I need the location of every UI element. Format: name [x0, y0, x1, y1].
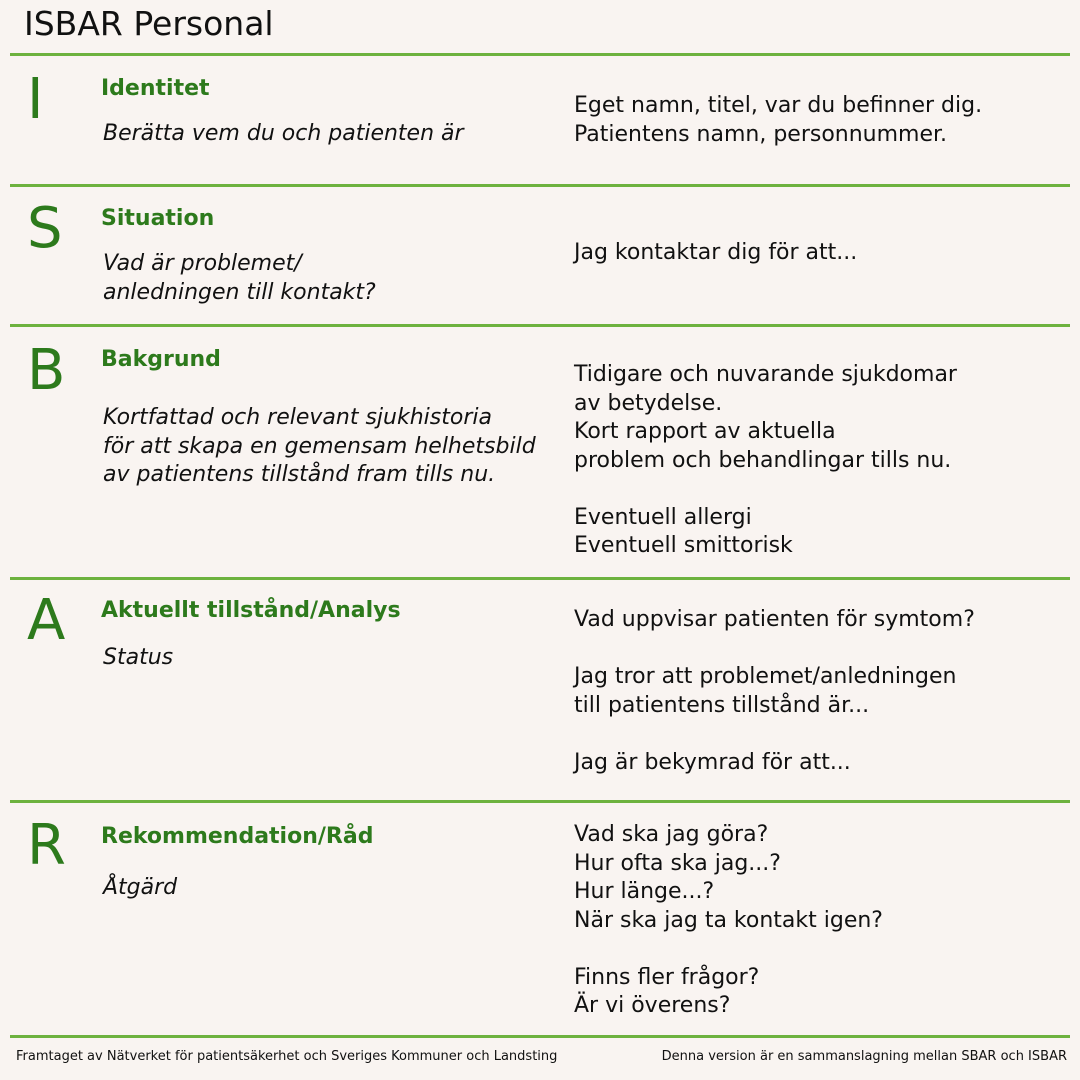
footer-version-note: Denna version är en sammanslagning mellan SBAR och ISBAR — [661, 1049, 1067, 1064]
section-line: Hur länge...? — [574, 879, 715, 904]
section-lines — [574, 821, 883, 1021]
section-line — [574, 475, 957, 504]
section-line — [574, 720, 975, 749]
section-line: Finns fler frågor? — [574, 964, 760, 990]
section-letter: B — [27, 338, 66, 403]
section-heading: Bakgrund — [101, 347, 221, 372]
footer-credit: Framtaget av Nätverket för patientsäkerhet och Sveriges Kommuner och Landsting — [16, 1049, 558, 1064]
section-line: Hur ofta ska jag...? — [574, 850, 781, 876]
section-description: Vad är problemet/ anledningen till kontakt? — [103, 251, 376, 305]
section-line: Jag är bekymrad för att... — [574, 749, 851, 775]
section-letter: S — [27, 196, 63, 261]
section-description: Status — [103, 645, 174, 670]
section-letter: I — [27, 67, 44, 132]
section-lines — [574, 239, 857, 268]
section-letter: A — [27, 588, 66, 653]
section-line: Jag tror att problemet/anledningen — [574, 664, 957, 689]
divider — [10, 324, 1070, 327]
section-line: Tidigare och nuvarande sjukdomar — [574, 362, 957, 387]
divider — [10, 800, 1070, 803]
page-title: ISBAR Personal — [24, 4, 274, 43]
section-line: av betydelse. — [574, 390, 723, 416]
section-description: Berätta vem du och patienten är — [103, 121, 464, 146]
section-heading: Situation — [101, 206, 215, 231]
section-line: Eventuell smittorisk — [574, 533, 793, 558]
section-line: Patientens namn, personnummer. — [574, 121, 948, 147]
section-description: Kortfattad och relevant sjukhistoria för att skapa en gemensam helhetsbild av patientens tillstånd fram tills nu. — [103, 405, 536, 487]
section-letter: R — [27, 813, 66, 878]
section-line — [574, 635, 975, 664]
section-line: Vad uppvisar patienten för symtom? — [574, 607, 975, 632]
section-line — [574, 935, 883, 964]
divider — [10, 53, 1070, 56]
divider — [10, 184, 1070, 187]
section-line: Eventuell allergi — [574, 504, 752, 530]
section-heading: Aktuellt tillstånd/Analys — [101, 598, 401, 623]
section-line: Eget namn, titel, var du befinner dig. — [574, 93, 983, 118]
section-line: Vad ska jag göra? — [574, 822, 769, 847]
section-lines — [574, 92, 982, 149]
section-line: Jag kontaktar dig för att... — [574, 240, 858, 265]
section-line: Kort rapport av aktuella — [574, 419, 836, 444]
section-heading: Identitet — [101, 76, 210, 101]
section-line: problem och behandlingar tills nu. — [574, 447, 952, 473]
divider — [10, 1035, 1070, 1038]
divider — [10, 577, 1070, 580]
section-line: Är vi överens? — [574, 993, 731, 1018]
section-lines — [574, 361, 957, 561]
section-heading: Rekommendation/Råd — [101, 824, 374, 849]
section-line: När ska jag ta kontakt igen? — [574, 907, 883, 933]
section-lines — [574, 606, 975, 777]
section-line: till patientens tillstånd är... — [574, 692, 870, 718]
section-description: Åtgärd — [103, 875, 178, 900]
